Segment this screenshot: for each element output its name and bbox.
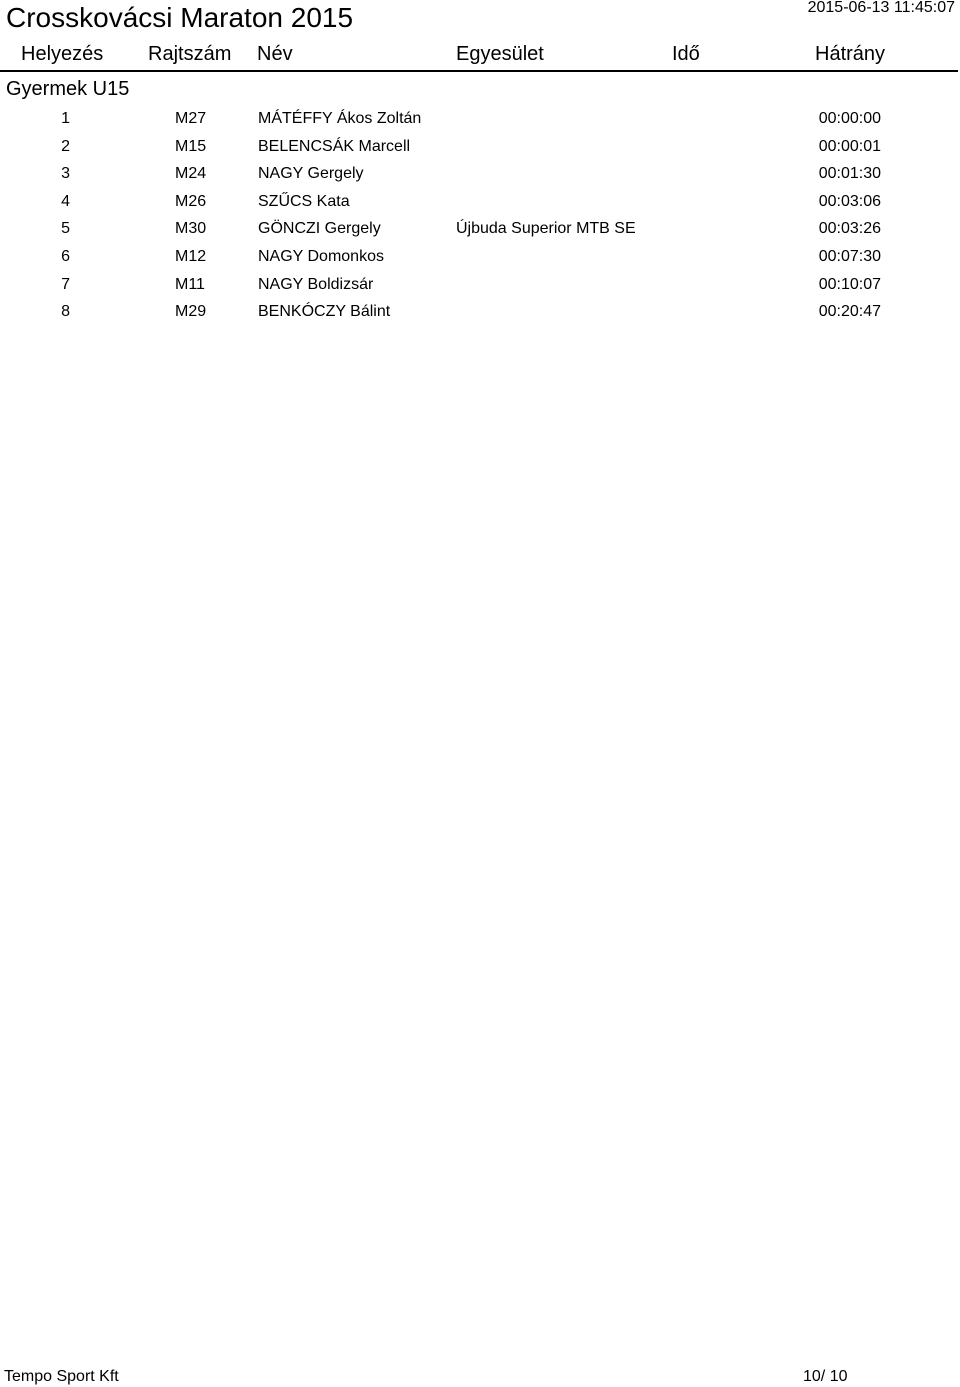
row-name: BENKÓCZY Bálint bbox=[258, 303, 391, 321]
page-title: Crosskovácsi Maraton 2015 bbox=[6, 2, 354, 33]
table-row bbox=[0, 215, 960, 243]
table-row bbox=[0, 133, 960, 161]
table-row bbox=[0, 243, 960, 271]
table-row bbox=[0, 298, 960, 326]
row-name: MÁTÉFFY Ákos Zoltán bbox=[258, 110, 422, 127]
row-bib-number: M29 bbox=[175, 303, 207, 321]
row-time-gap: 00:03:06 bbox=[818, 192, 881, 210]
row-position: 2 bbox=[61, 137, 70, 155]
row-bib-number: M24 bbox=[175, 165, 207, 183]
row-position: 3 bbox=[61, 165, 70, 183]
table-row bbox=[0, 160, 960, 188]
row-bib-number: M15 bbox=[175, 137, 207, 155]
column-header-helyezes: Helyezés bbox=[21, 43, 104, 65]
row-position: 7 bbox=[61, 275, 70, 293]
row-time-gap: 00:20:47 bbox=[818, 303, 881, 321]
column-header-egyesulet: Egyesület bbox=[456, 43, 544, 65]
row-name: NAGY Boldizsár bbox=[258, 275, 374, 293]
row-bib-number: M30 bbox=[175, 220, 207, 238]
column-header-nev: Név bbox=[257, 43, 293, 65]
row-time-gap: 00:03:26 bbox=[818, 220, 881, 238]
row-time-gap: 00:07:30 bbox=[818, 247, 881, 265]
column-header-rajtszam: Rajtszám bbox=[148, 43, 232, 65]
row-bib-number: M11 bbox=[175, 275, 205, 293]
row-time-gap: 00:01:30 bbox=[818, 165, 881, 183]
row-position: 8 bbox=[61, 303, 70, 321]
row-position: 5 bbox=[61, 220, 70, 238]
row-position: 1 bbox=[61, 110, 70, 127]
row-name: NAGY Gergely bbox=[258, 165, 364, 183]
row-bib-number: M12 bbox=[175, 247, 207, 265]
footer-company: Tempo Sport Kft bbox=[4, 1368, 119, 1385]
row-time-gap: 00:00:00 bbox=[818, 110, 881, 127]
page-number: 10/ 10 bbox=[803, 1368, 848, 1385]
row-name: BELENCSÁK Marcell bbox=[258, 137, 411, 155]
table-row bbox=[0, 188, 960, 216]
column-header-hatrany: Hátrány bbox=[815, 43, 886, 65]
results-table bbox=[0, 105, 960, 326]
row-time-gap: 00:10:07 bbox=[818, 275, 881, 293]
column-header-ido: Idő bbox=[672, 43, 700, 65]
row-name: NAGY Domonkos bbox=[258, 247, 384, 265]
row-name: SZŰCS Kata bbox=[258, 192, 350, 210]
table-row bbox=[0, 271, 960, 299]
print-timestamp: 2015-06-13 11:45:07 bbox=[807, 0, 955, 16]
row-bib-number: M26 bbox=[175, 192, 207, 210]
row-name: GÖNCZI Gergely bbox=[258, 220, 381, 238]
header-divider bbox=[0, 70, 958, 72]
row-position: 4 bbox=[61, 192, 70, 210]
row-position: 6 bbox=[61, 247, 70, 265]
row-club: Újbuda Superior MTB SE bbox=[456, 220, 636, 238]
category-heading: Gyermek U15 bbox=[6, 78, 130, 100]
column-header-row bbox=[0, 40, 960, 68]
table-row bbox=[0, 105, 960, 133]
row-bib-number: M27 bbox=[175, 110, 207, 127]
row-time-gap: 00:00:01 bbox=[818, 137, 881, 155]
